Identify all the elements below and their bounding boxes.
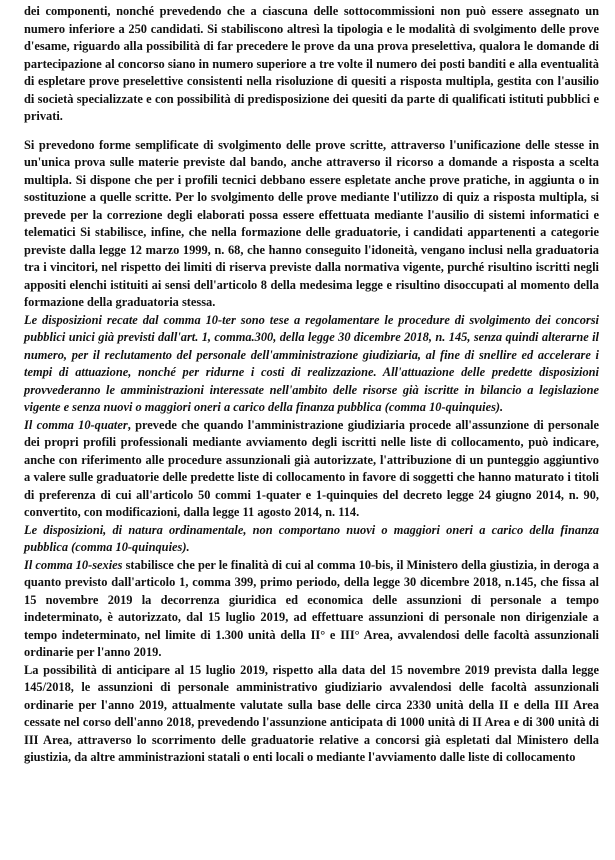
paragraph-natura-ordinamentale: Le disposizioni, di natura ordinamentale, non comportano nuovi o maggiori oneri a carico della finanza pubblica (comma 10-quinquies). bbox=[24, 522, 599, 554]
paragraph-comma-10-ter: Le disposizioni recate dal comma 10-ter sono tese a regolamentare le procedure di svolgimento dei concorsi pubblici unici già previsti dall'art. 1, comma.300, della legge 30 dicembre 2018, n. 145, senza quindi alterarne il numero, per il reclutamento del personale dell'amministrazione giudiziaria, al fine di snellire ed accelerare i tempi di attuazione, nonché per ridurne i costi di realizzazione. All'attuazione delle predette disposizioni provvederanno le amministrazioni interessate nell'ambito delle risorse già iscritte in bilancio a legislazione vigente e senza nuovi o maggiori oneri a carico della finanza pubblica (comma 10-quinquies). bbox=[24, 312, 599, 414]
paragraph-sottocommissioni: dei componenti, nonché prevedendo che a ciascuna delle sottocommissioni non può essere assegnato un numero inferiore a 250 candidati. Si stabiliscono altresì la tipologia e le modalità di svolgimento delle prove d'esame, riguardo alla possibilità di far precedere le prove da una prova preselettiva, qualora le domande di partecipazione al concorso siano in numero superiore a tre volte il numero dei posti banditi e alla eventualità di espletare prove preselettive consistenti nella risoluzione di quesiti a risposta multipla, gestita con l'ausilio di società specializzate e con possibilità di predisposizione dei quesiti da parte di qualificati istituti pubblici e privati. bbox=[24, 4, 599, 123]
comma-10-sexies-text: stabilisce che per le finalità di cui al comma 10-bis, il Ministero della giustizia, in deroga a quanto previsto dall'articolo 1, comma 399, primo periodo, della legge 30 dicembre 2018, n.145, che fissa al 15 novembre 2019 la decorrenza giuridica ed economica delle assunzioni di personale a tempo indeterminato, è autorizzato, dal 15 luglio 2019, ad effettuare assunzioni di personale non dirigenziale a tempo indeterminato, nel limite di 1.300 unità della II° e III° Area, avvalendosi delle facoltà assunzionali ordinarie per l'anno 2019. bbox=[24, 557, 599, 659]
comma-10-sexies-lead: Il comma 10-sexies bbox=[24, 557, 123, 572]
comma-10-quater-lead: Il comma 10-quater bbox=[24, 417, 128, 432]
paragraph-anticipo-assunzioni: La possibilità di anticipare al 15 luglio 2019, rispetto alla data del 15 novembre 2019 prevista dalla legge 145/2018, le assunzioni di personale amministrativo giudiziario avvalendosi delle facoltà assunzionali ordinarie per l'anno 2019, attualmente valutate sulla base delle circa 2330 unità della II e della III Area cessate nel corso dell'anno 2018, prevedendo l'assunzione anticipata di 1000 unità di II Area e di 300 unità di III Area, attraverso lo scorrimento delle graduatorie relative a concorsi già espletati dal Ministero della giustizia, da altre amministrazioni statali o enti locali o mediante l'avviamento dalle liste di collocamento bbox=[24, 662, 599, 764]
paragraph-prove-scritte: Si prevedono forme semplificate di svolgimento delle prove scritte, attraverso l'unificazione delle stesse in un'unica prova sulle materie previste dal bando, anche attraverso il ricorso a domande a risposta a scelta multipla. Si dispone che per i profili tecnici debbano essere espletate anche prove pratiche, in aggiunta o in sostituzione a quelle scritte. Per lo svolgimento delle prove mediante l'utilizzo di quiz a risposta multipla, si prevede per la correzione degli elaborati possa essere effettuata mediante l'ausilio di sistemi informatici e telematici Si stabilisce, infine, che nella formazione delle graduatorie, i candidati appartenenti a categorie previste dalla legge 12 marzo 1999, n. 68, che hanno conseguito l'idoneità, vengano inclusi nella graduatoria tra i vincitori, nel rispetto dei limiti di riserva previste dalla normativa vigente, purché risultino iscritti negli appositi elenchi istituiti ai sensi dell'articolo 8 della medesima legge e risultino disoccupati al momento della formazione della graduatoria stessa. bbox=[24, 137, 599, 309]
paragraph-comma-10-quater bbox=[24, 417, 599, 522]
paragraph-comma-10-sexies bbox=[24, 557, 599, 662]
comma-10-quater-text: , prevede che quando l'amministrazione giudiziaria procede all'assunzione di personale dei propri profili professionali mediante avviamento degli iscritti nelle liste di collocamento, può indicare, anche con riferimento alle procedure assunzionali già autorizzate, l'attribuzione di un punteggio aggiuntivo a valere sulle graduatorie delle predette liste di collocamento in favore di soggetti che hanno maturato i titoli di preferenza di cui all'articolo 50 commi 1-quater e 1-quinquies del decreto legge 24 giugno 2014, n. 90, convertito, con modificazioni, dalla legge 11 agosto 2014, n. 114. bbox=[24, 417, 599, 519]
